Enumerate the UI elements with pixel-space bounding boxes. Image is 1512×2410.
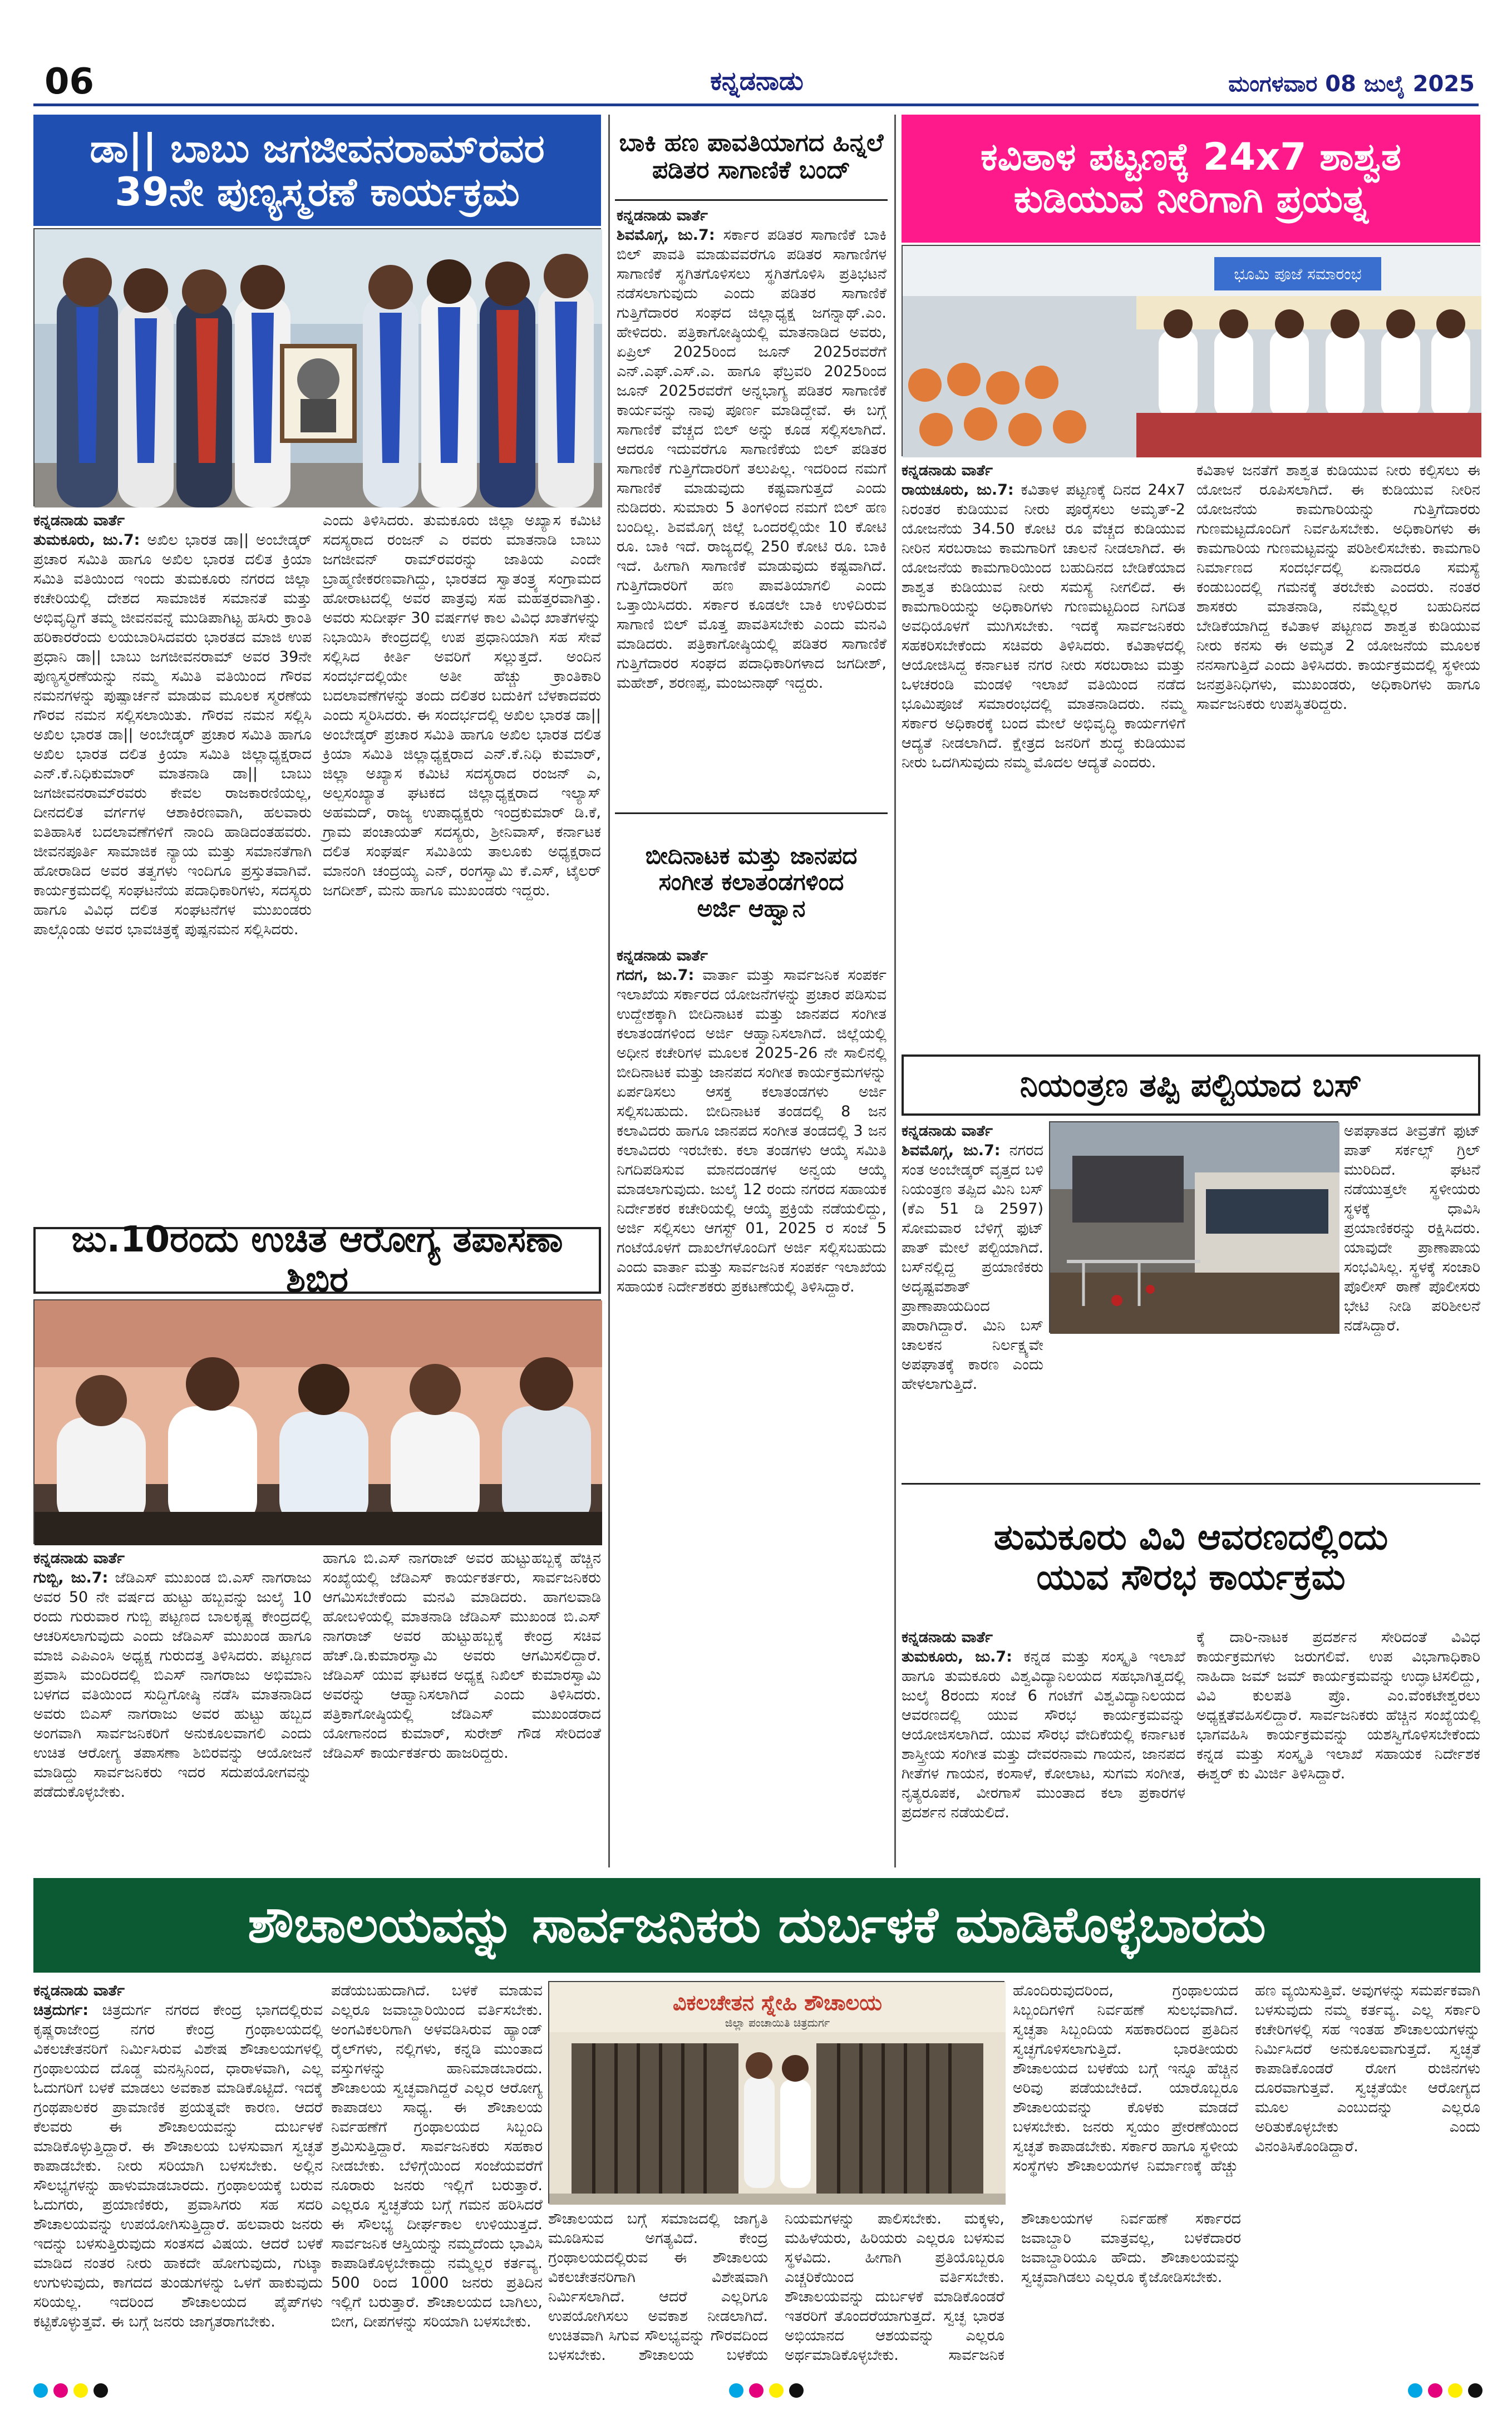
- beedi-headline-line2: ಸಂಗೀತ ಕಲಾತಂಡಗಳಿಂದ: [658, 868, 844, 896]
- bakihana-headline-line2: ಪಡಿತರ ಸಾಗಾಣಿಕೆ ಬಂದ್: [652, 156, 851, 184]
- bus-headline: ನಿಯಂತ್ರಣ ತಪ್ಪಿ ಪಲ್ಟಿಯಾದ ಬಸ್: [902, 1054, 1480, 1116]
- tumakuru-headline: [902, 1494, 1480, 1622]
- column-rule-2: [894, 115, 896, 1867]
- beedi-headline-line1: ಬೀದಿನಾಟಕ ಮತ್ತು ಜಾನಪದ: [645, 842, 858, 870]
- page-number: 06: [45, 61, 95, 102]
- issue-date: ಮಂಗಳವಾರ 08 ಜುಲೈ 2025: [1228, 71, 1475, 97]
- shouchalaya-body-col1: [33, 1981, 323, 2365]
- kavithala-dateline: ರಾಯಚೂರು, ಜು.7:: [902, 481, 1014, 499]
- magenta-dot: [1428, 2383, 1442, 2398]
- beedi-top-rule: [615, 812, 888, 814]
- shouchalaya-headline: ಶೌಚಾಲಯವನ್ನು ಸಾರ್ವಜನಿಕರು ದುರ್ಬಳಕೆ ಮಾಡಿಕೊಳ್ಳಬಾರದು: [33, 1878, 1480, 1973]
- arogya-body-text: ಜೆಡಿಎಸ್ ಮುಖಂಡ ಬಿ.ಎಸ್ ನಾಗರಾಜು ಅವರ 50 ನೇ ವರ್ಷದ ಹುಟ್ಟು ಹಬ್ಬವನ್ನು ಜುಲೈ 10 ರಂದು ಗುರುವಾರ ಗುಬ್ಬಿ ಪಟ್ಟಣದ ಬಾಲಕೃಷ್ಣ ಕೇಂದ್ರದಲ್ಲಿ ಆಚರಿಸಲಾಗುವುದು ಎಂದು ಜೆಡಿಎಸ್ ಮುಖಂಡ ಹಾಗೂ ಮಾಜಿ ಎಪಿಎಂಸಿ ಅಧ್ಯಕ್ಷ ಗುರುದತ್ತ ತಿಳಿಸಿದರು. ಪಟ್ಟಣದ ಪ್ರವಾಸಿ ಮಂದಿರದಲ್ಲಿ ಬಿಎಸ್ ನಾಗರಾಜು ಅಭಿಮಾನಿ ಬಳಗದ ವತಿಯಿಂದ ಸುದ್ದಿಗೋಷ್ಠಿ ನಡೆಸಿ ಮಾತನಾಡಿದ ಅವರು ಬಿಎಸ್ ನಾಗರಾಜು ಅವರ ಹುಟ್ಟು ಹಬ್ಬದ ಅಂಗವಾಗಿ ಸಾರ್ವಜನಿಕರಿಗೆ ಅನುಕೂಲವಾಗಲಿ ಎಂದು ಉಚಿತ ಆರೋಗ್ಯ ತಪಾಸಣಾ ಶಿಬಿರವನ್ನು ಆಯೋಜನೆ ಮಾಡಿದ್ದು ಸಾರ್ವಜನಿಕರು ಇದರ ಸದುಪಯೋಗವನ್ನು ಪಡೆದುಕೊಳ್ಳಬೇಕು.: [33, 1569, 312, 1801]
- shouchalaya-byline: ಕನ್ನಡನಾಡು ವಾರ್ತೆ: [33, 1982, 125, 1999]
- group-photo-illustration: [35, 229, 602, 507]
- babu-body-text: ಅಖಿಲ ಭಾರತ ಡಾ|| ಅಂಬೇಡ್ಕರ್ ಪ್ರಚಾರ ಸಮಿತಿ ಹಾಗೂ ಅಖಿಲ ಭಾರತ ದಲಿತ ಕ್ರಿಯಾ ಸಮಿತಿ ವತಿಯಿಂದ ಇಂದು ತುಮಕೂರು ನಗರದ ಜಿಲ್ಲಾ ಕಚೇರಿಯಲ್ಲಿ ದೇಶದ ಸಾಮಾಜಿಕ ಸಮಾನತೆ ಮತ್ತು ಅಭಿವೃದ್ಧಿಗೆ ತಮ್ಮ ಜೀವನವನ್ನೆ ಮುಡಿಪಾಗಿಟ್ಟ ಹಸಿರು ಕ್ರಾಂತಿ ಹರಿಕಾರರೆಂದು ಲಯಬಾರಿಸಿದವರು ಭಾರತದ ಮಾಜಿ ಉಪ ಪ್ರಧಾನಿ ಡಾ|| ಬಾಬು ಜಗಜೀವನರಾಮ್ ಅವರ 39ನೇ ಪುಣ್ಯಸ್ಮರಣೆಯನ್ನು ನಮ್ಮ ಸಮಿತಿ ವತಿಯಿಂದ ಗೌರವ ನಮನಗಳನ್ನು ಪುಷ್ಪಾರ್ಚನೆ ಮಾಡುವ ಮೂಲಕ ಸ್ಮರಣೆಯ ಗೌರವ ನಮನ ಸಲ್ಲಿಸಲಾಯಿತು. ಗೌರವ ನಮನ ಸಲ್ಲಿಸಿ ಅಖಿಲ ಭಾರತ ಡಾ|| ಅಂಬೇಡ್ಕರ್ ಪ್ರಚಾರ ಸಮಿತಿ ಹಾಗೂ ಅಖಿಲ ಭಾರತ ದಲಿತ ಕ್ರಿಯಾ ಸಮಿತಿ ಜಿಲ್ಲಾಧ್ಯಕ್ಷರಾದ ಎನ್.ಕೆ.ನಿಧಿಕುಮಾರ್ ಮಾತನಾಡಿ ಡಾ|| ಬಾಬು ಜಗಜೀವನರಾಮ್‌ರವರು ಕೇವಲ ರಾಜಕಾರಣಿಯಲ್ಲ, ದೀನದಲಿತ ವರ್ಗಗಳ ಆಶಾಕಿರಣವಾಗಿ, ಹಲವಾರು ಐತಿಹಾಸಿಕ ಬದಲಾವಣೆಗಳಿಗೆ ನಾಂದಿ ಹಾಡಿದಂತಹವರು. ಜೀವನಪೂರ್ತಿ ಸಾಮಾಜಿಕ ನ್ಯಾಯ ಮತ್ತು ಸಮಾನತೆಗಾಗಿ ಹೋರಾಡಿದ ಅವರ ತತ್ವಗಳು ಇಂದಿಗೂ ಪ್ರಸ್ತುತವಾಗಿವೆ. ಕಾರ್ಯಕ್ರಮದಲ್ಲಿ ಸಂಘಟನೆಯ ಪದಾಧಿಕಾರಿಗಳು, ಸದಸ್ಯರು ಹಾಗೂ ವಿವಿಧ ದಲಿತ ಸಂಘಟನೆಗಳ ಮುಖಂಡರು ಪಾಲ್ಗೊಂಡು ಅವರ ಭಾವಚಿತ್ರಕ್ಕೆ ಪುಷ್ಪನಮನ ಸಲ್ಲಿಸಿದರು.: [33, 531, 312, 938]
- bus-body-col2: ಅಪಘಾತದ ತೀವ್ರತೆಗೆ ಫುಟ್ ಪಾತ್ ಸರ್ಕಲ್ಸ್ ಗ್ರಿಲ್ ಮುರಿದಿದೆ. ಘಟನೆ ನಡೆಯುತ್ತಲೇ ಸ್ಥಳೀಯರು ಸ್ಥಳಕ್ಕೆ ಧಾವಿಸಿ ಪ್ರಯಾಣಿಕರನ್ನು ರಕ್ಷಿಸಿದರು. ಯಾವುದೇ ಪ್ರಾಣಾಪಾಯ ಸಂಭವಿಸಿಲ್ಲ. ಸ್ಥಳಕ್ಕೆ ಸಂಚಾರಿ ಪೊಲೀಸ್ ಠಾಣೆ ಪೊಲೀಸರು ಭೇಟಿ ನೀಡಿ ಪರಿಶೀಲನೆ ನಡೆಸಿದ್ದಾರೆ.: [1344, 1122, 1480, 1334]
- arogya-byline: ಕನ್ನಡನಾಡು ವಾರ್ತೆ: [33, 1550, 125, 1567]
- beedi-body: [617, 946, 886, 1864]
- tumakuru-top-rule: [902, 1483, 1480, 1485]
- kavithala-headline: [902, 115, 1480, 243]
- bakihana-body-text: ಸರ್ಕಾರ ಪಡಿತರ ಸಾಗಾಣಿಕೆ ಬಾಕಿ ಬಿಲ್ ಪಾವತಿ ಮಾಡುವವರೆಗೂ ಪಡಿತರ ಸಾಗಾಣಿಗಳ ಸಾಗಾಣಿಕೆ ಸ್ಥಗಿತಗೊಳಿಸಲು ಸ್ಥಗಿತಗೊಳಿಸಿ ಪ್ರತಿಭಟನೆ ನಡೆಸಲಾಗುವುದು ಎಂದು ಪಡಿತರ ಸಾಗಾಣಿಕೆ ಗುತ್ತಿಗೆದಾರರ ಸಂಘದ ಜಿಲ್ಲಾಧ್ಯಕ್ಷ ಜಗನ್ನಾಥ್.ಎಂ. ಹೇಳಿದರು. ಪತ್ರಿಕಾಗೋಷ್ಠಿಯಲ್ಲಿ ಮಾತನಾಡಿದ ಅವರು, ಏಪ್ರಿಲ್ 2025ರಿಂದ ಜೂನ್ 2025ರವರೆಗೆ ಎನ್.ಎಫ್.ಎಸ್.ಎ. ಹಾಗೂ ಫೆಬ್ರವರಿ 2025ರಿಂದ ಜೂನ್ 2025ರವರೆಗೆ ಅನ್ನಭಾಗ್ಯ ಪಡಿತರ ಸಾಗಾಣಿಕೆ ಕಾರ್ಯವನ್ನು ನಾವು ಪೂರ್ಣ ಮಾಡಿದ್ದೇವೆ. ಈ ಬಗ್ಗೆ ಸಾಗಾಣಿಕೆ ವೆಚ್ಚದ ಬಿಲ್ ಅನ್ನು ಕೂಡ ಸಲ್ಲಿಸಲಾಗಿದೆ. ಆದರೂ ಇದುವರೆಗೂ ಸಾಗಾಣಿಕೆಯ ಬಿಲ್ ಪಡಿತರ ಸಾಗಾಣಿಕೆ ಗುತ್ತಿಗೆದಾರರಿಗೆ ತಲುಪಿಲ್ಲ. ಇದರಿಂದ ನಮಗೆ ಸಾಗಾಣಿಕೆ ಮಾಡುವುದು ಕಷ್ಟವಾಗುತ್ತದೆ ಎಂದು ನುಡಿದರು. ಸುಮಾರು 5 ತಿಂಗಳಿಂದ ನಮಗೆ ಬಿಲ್ ಹಣ ಬಂದಿಲ್ಲ. ಶಿವಮೊಗ್ಗ ಜಿಲ್ಲೆ ಒಂದರಲ್ಲಿಯೇ 10 ಕೋಟಿ ರೂ. ಬಾಕಿ ಇದೆ. ರಾಜ್ಯದಲ್ಲಿ 250 ಕೋಟಿ ರೂ. ಬಾಕಿ ಇದೆ. ಹೀಗಾಗಿ ಸಾಗಾಣಿಕೆ ಮಾಡುವುದು ಕಷ್ಟವಾಗಿದೆ. ಗುತ್ತಿಗೆದಾರರಿಗೆ ಹಣ ಪಾವತಿಯಾಗಲಿ ಎಂದು ಒತ್ತಾಯಿಸಿದರು. ಸರ್ಕಾರ ಕೂಡಲೇ ಬಾಕಿ ಉಳಿದಿರುವ ಸಾಗಾಣಿ ಬಿಲ್ ಮೊತ್ತ ಪಾವತಿಸಬೇಕು ಎಂದು ಮನವಿ ಮಾಡಿದರು. ಪತ್ರಿಕಾಗೋಷ್ಠಿಯಲ್ಲಿ ಪಡಿತರ ಸಾಗಾಣಿಕೆ ಗುತ್ತಿಗೆದಾರರ ಸಂಘದ ಪದಾಧಿಕಾರಿಗಳಾದ ಜಗದೀಶ್, ಮಹೇಶ್, ಶರಣಪ್ಪ, ಮಂಜುನಾಥ್ ಇದ್ದರು.: [617, 226, 886, 692]
- yellow-dot: [769, 2383, 784, 2398]
- column-rule-1: [608, 115, 610, 1867]
- header-rule: [33, 104, 1479, 106]
- bakihana-dateline: ಶಿವಮೊಗ್ಗ, ಜು.7:: [617, 226, 715, 244]
- shouchalaya-body-col3: ಶೌಚಾಲಯದ ಬಗ್ಗೆ ಸಮಾಜದಲ್ಲಿ ಜಾಗೃತಿ ಮೂಡಿಸುವ ಅಗತ್ಯವಿದೆ. ಕೇಂದ್ರ ಗ್ರಂಥಾಲಯದಲ್ಲಿರುವ ಈ ಶೌಚಾಲಯ ವಿಕಲಚೇತನರಿಗಾಗಿ ವಿಶೇಷವಾಗಿ ನಿರ್ಮಿಸಲಾಗಿದೆ. ಆದರೆ ಎಲ್ಲರಿಗೂ ಉಪಯೋಗಿಸಲು ಅವಕಾಶ ನೀಡಲಾಗಿದೆ. ಉಚಿತವಾಗಿ ಸಿಗುವ ಸೌಲಭ್ಯವನ್ನು ಗೌರವದಿಂದ ಬಳಸಬೇಕು. ಶೌಚಾಲಯ ಬಳಕೆಯ ನಿಯಮಗಳನ್ನು ಪಾಲಿಸಬೇಕು. ಮಕ್ಕಳು, ಮಹಿಳೆಯರು, ಹಿರಿಯರು ಎಲ್ಲರೂ ಬಳಸುವ ಸ್ಥಳವಿದು. ಹೀಗಾಗಿ ಪ್ರತಿಯೊಬ್ಬರೂ ಎಚ್ಚರಿಕೆಯಿಂದ ವರ್ತಿಸಬೇಕು. ಶೌಚಾಲಯವನ್ನು ದುರ್ಬಳಕೆ ಮಾಡಿಕೊಂಡರೆ ಇತರರಿಗೆ ತೊಂದರೆಯಾಗುತ್ತದೆ. ಸ್ವಚ್ಛ ಭಾರತ ಅಭಿಯಾನದ ಆಶಯವನ್ನು ಎಲ್ಲರೂ ಅರ್ಥಮಾಡಿಕೊಳ್ಳಬೇಕು. ಸಾರ್ವಜನಿಕ ಶೌಚಾಲಯಗಳ ನಿರ್ವಹಣೆ ಸರ್ಕಾರದ ಜವಾಬ್ದಾರಿ ಮಾತ್ರವಲ್ಲ, ಬಳಕೆದಾರರ ಜವಾಬ್ದಾರಿಯೂ ಹೌದು. ಶೌಚಾಲಯವನ್ನು ಸ್ವಚ್ಛವಾಗಿಡಲು ಎಲ್ಲರೂ ಕೈಜೋಡಿಸಬೇಕು.: [548, 2210, 1241, 2364]
- arogya-body-col2: ಹಾಗೂ ಬಿ.ಎಸ್ ನಾಗರಾಜ್ ಅವರ ಹುಟ್ಟುಹಬ್ಬಕ್ಕೆ ಹೆಚ್ಚಿನ ಸಂಖ್ಯೆಯಲ್ಲಿ ಜೆಡಿಎಸ್ ಕಾರ್ಯಕರ್ತರು, ಸಾರ್ವಜನಿಕರು ಆಗಮಿಸಬೇಕೆಂದು ಮನವಿ ಮಾಡಿದರು. ಹಾಗಲವಾಡಿ ಹೋಬಳಿಯಲ್ಲಿ ಮಾತನಾಡಿ ಜೆಡಿಎಸ್ ಮುಖಂಡ ಬಿ.ಎಸ್ ನಾಗರಾಜ್ ಅವರ ಹುಟ್ಟುಹಬ್ಬಕ್ಕೆ ಕೇಂದ್ರ ಸಚಿವ ಹೆಚ್.ಡಿ.ಕುಮಾರಸ್ವಾಮಿ ಅವರು ಆಗಮಿಸಲಿದ್ದಾರೆ. ಜೆಡಿಎಸ್ ಯುವ ಘಟಕದ ಅಧ್ಯಕ್ಷ ನಿಖಿಲ್ ಕುಮಾರಸ್ವಾಮಿ ಅವರನ್ನು ಆಹ್ವಾನಿಸಲಾಗಿದೆ ಎಂದು ತಿಳಿಸಿದರು. ಪತ್ರಿಕಾಗೋಷ್ಠಿಯಲ್ಲಿ ಜೆಡಿಎಸ್ ಮುಖಂಡರಾದ ಯೋಗಾನಂದ ಕುಮಾರ್, ಸುರೇಶ್ ಗೌಡ ಸೇರಿದಂತೆ ಜೆಡಿಎಸ್ ಕಾರ್ಯಕರ್ತರು ಹಾಜರಿದ್ದರು.: [323, 1550, 601, 1762]
- arogya-photo: [33, 1299, 601, 1544]
- yellow-dot: [1448, 2383, 1462, 2398]
- toilet-sign-text: ವಿಕಲಚೇತನ ಸ್ನೇಹಿ ಶೌಚಾಲಯ: [673, 1990, 882, 2015]
- shouchalaya-dateline: ಚಿತ್ರದುರ್ಗ:: [33, 2002, 89, 2019]
- tumakuru-dateline: ತುಮಕೂರು, ಜು.7:: [902, 1648, 1012, 1665]
- toilet-building-illustration: [549, 1982, 1006, 2205]
- toilet-sign-subtext: ಜಿಲ್ಲಾ ಪಂಚಾಯಿತಿ ಚಿತ್ರದುರ್ಗ: [725, 2016, 830, 2029]
- black-dot: [789, 2383, 804, 2398]
- tumakuru-headline-line2: ಯುವ ಸೌರಭ ಕಾರ್ಯಕ್ರಮ: [1036, 1557, 1346, 1598]
- tumakuru-headline-line1: ತುಮಕೂರು ವಿವಿ ಆವರಣದಲ್ಲಿಂದು: [993, 1517, 1388, 1559]
- bus-photo: [1049, 1121, 1338, 1333]
- black-dot: [1468, 2383, 1483, 2398]
- bakihana-rule: [615, 199, 888, 201]
- bakihana-headline-line1: ಬಾಕಿ ಹಣ ಪಾವತಿಯಾಗದ ಹಿನ್ನಲೆ: [619, 128, 884, 157]
- beedi-dateline: ಗದಗ, ಜು.7:: [617, 967, 695, 984]
- arogya-body-col1: [33, 1549, 312, 1866]
- accident-photo-illustration: [1050, 1122, 1339, 1334]
- shouchalaya-body-col2: ಪಡೆಯಬಹುದಾಗಿದೆ. ಬಳಕೆ ಮಾಡುವ ಎಲ್ಲರೂ ಜವಾಬ್ದಾರಿಯಿಂದ ವರ್ತಿಸಬೇಕು. ಅಂಗವಿಕಲರಿಗಾಗಿ ಅಳವಡಿಸಿರುವ ಹ್ಯಾಂಡ್ ರೈಲ್‌ಗಳು, ನಲ್ಲಿಗಳು, ಕನ್ನಡಿ ಮುಂತಾದ ವಸ್ತುಗಳನ್ನು ಹಾನಿಮಾಡಬಾರದು. ಶೌಚಾಲಯ ಸ್ವಚ್ಛವಾಗಿದ್ದರೆ ಎಲ್ಲರ ಆರೋಗ್ಯ ಕಾಪಾಡಲು ಸಾಧ್ಯ. ಈ ಶೌಚಾಲಯ ನಿರ್ವಹಣೆಗೆ ಗ್ರಂಥಾಲಯದ ಸಿಬ್ಬಂದಿ ಶ್ರಮಿಸುತ್ತಿದ್ದಾರೆ. ಸಾರ್ವಜನಿಕರು ಸಹಕಾರ ನೀಡಬೇಕು. ಬೆಳಿಗ್ಗೆಯಿಂದ ಸಂಜೆಯವರೆಗೆ ನೂರಾರು ಜನರು ಇಲ್ಲಿಗೆ ಬರುತ್ತಾರೆ. ಎಲ್ಲರೂ ಸ್ವಚ್ಛತೆಯ ಬಗ್ಗೆ ಗಮನ ಹರಿಸಿದರೆ ಈ ಸೌಲಭ್ಯ ದೀರ್ಘಕಾಲ ಉಳಿಯುತ್ತದೆ. ಸಾರ್ವಜನಿಕ ಆಸ್ತಿಯನ್ನು ನಮ್ಮದೆಂದು ಭಾವಿಸಿ ಕಾಪಾಡಿಕೊಳ್ಳಬೇಕಾದ್ದು ನಮ್ಮೆಲ್ಲರ ಕರ್ತವ್ಯ. 500 ರಿಂದ 1000 ಜನರು ಪ್ರತಿದಿನ ಇಲ್ಲಿಗೆ ಬರುತ್ತಾರೆ. ಶೌಚಾಲಯದ ಬಾಗಿಲು, ಬೀಗ, ದೀಪಗಳನ್ನು ಸರಿಯಾಗಿ ಬಳಸಬೇಕು.: [331, 1982, 543, 2330]
- cyan-dot: [33, 2383, 48, 2398]
- tumakuru-body-col2: ಕ್ಕೆ ದಾರಿ-ನಾಟಕ ಪ್ರದರ್ಶನ ಸೇರಿದಂತೆ ವಿವಿಧ ಕಾರ್ಯಕ್ರಮಗಳು ಜರುಗಲಿವೆ. ಉಪ ವಿಭಾಗಾಧಿಕಾರಿ ನಾಹಿದಾ ಜಮ್ ಜಮ್ ಕಾರ್ಯಕ್ರಮವನ್ನು ಉದ್ಘಾಟಿಸಲಿದ್ದು, ವಿವಿ ಕುಲಪತಿ ಪ್ರೊ. ಎಂ.ವೆಂಕಟೇಶ್ವರಲು ಅಧ್ಯಕ್ಷತೆವಹಿಸಲಿದ್ದಾರೆ. ಸಾರ್ವಜನಿಕರು ಹೆಚ್ಚಿನ ಸಂಖ್ಯೆಯಲ್ಲಿ ಭಾಗವಹಿಸಿ ಕಾರ್ಯಕ್ರಮವನ್ನು ಯಶಸ್ವಿಗೊಳಿಸಬೇಕೆಂದು ಕನ್ನಡ ಮತ್ತು ಸಂಸ್ಕೃತಿ ಇಲಾಖೆ ಸಹಾಯಕ ನಿರ್ದೇಶಕ ಈಶ್ವರ್ ಕು ಮಿರ್ಜಿ ತಿಳಿಸಿದ್ದಾರೆ.: [1196, 1629, 1480, 1782]
- babu-body-col1: [33, 511, 312, 1218]
- beedi-headline: [615, 824, 888, 940]
- cyan-dot: [729, 2383, 743, 2398]
- babu-headline-line2: 39ನೇ ಪುಣ್ಯಸ್ಮರಣೆ ಕಾರ್ಯಕ್ರಮ: [115, 169, 520, 215]
- ceremony-photo-illustration: [903, 246, 1481, 457]
- black-dot: [93, 2383, 108, 2398]
- bus-body-text: ನಗರದ ಸಂತ ಅಂಬೇಡ್ಕರ್ ವೃತ್ತದ ಬಳಿ ನಿಯಂತ್ರಣ ತಪ್ಪಿದ ಮಿನಿ ಬಸ್ (ಕೆಎ 51 ಡಿ 2597) ಸೋಮವಾರ ಬೆಳಿಗ್ಗೆ ಫುಟ್ ಪಾತ್ ಮೇಲೆ ಪಲ್ಟಿಯಾಗಿದೆ. ಬಸ್‌ನಲ್ಲಿದ್ದ ಪ್ರಯಾಣಿಕರು ಅದೃಷ್ಟವಶಾತ್ ಪ್ರಾಣಾಪಾಯದಿಂದ ಪಾರಾಗಿದ್ದಾರೆ. ಮಿನಿ ಬಸ್ ಚಾಲಕನ ನಿರ್ಲಕ್ಷ್ಯವೇ ಅಪಘಾತಕ್ಕೆ ಕಾರಣ ಎಂದು ಹೇಳಲಾಗುತ್ತಿದೆ.: [902, 1142, 1043, 1393]
- shouchalaya-body-text: ಚಿತ್ರದುರ್ಗ ನಗರದ ಕೇಂದ್ರ ಭಾಗದಲ್ಲಿರುವ ಕೃಷ್ಣರಾಜೇಂದ್ರ ನಗರ ಕೇಂದ್ರ ಗ್ರಂಥಾಲಯದಲ್ಲಿ ವಿಕಲಚೇತನರಿಗೆ ನಿರ್ಮಿಸಿರುವ ವಿಶೇಷ ಶೌಚಾಲಯಗಳಲ್ಲಿ ಗ್ರಂಥಾಲಯದ ದೊಡ್ಡ ಮನಸ್ಸಿನಿಂದ, ಧಾರಾಳವಾಗಿ, ಎಲ್ಲ ಓದುಗರಿಗೆ ಬಳಕೆ ಮಾಡಲು ಅವಕಾಶ ಮಾಡಿಕೊಟ್ಟಿದೆ. ಇದಕ್ಕೆ ಗ್ರಂಥಪಾಲಕರ ಪ್ರಾಮಾಣಿಕ ಪ್ರಯತ್ನವೇ ಕಾರಣ. ಆದರೆ ಕೆಲವರು ಈ ಶೌಚಾಲಯವನ್ನು ದುರ್ಬಳಕೆ ಮಾಡಿಕೊಳ್ಳುತ್ತಿದ್ದಾರೆ. ಈ ಶೌಚಾಲಯ ಬಳಸುವಾಗ ಸ್ವಚ್ಛತೆ ಕಾಪಾಡಬೇಕು. ನೀರು ಸರಿಯಾಗಿ ಬಳಸಬೇಕು. ಅಲ್ಲಿನ ಸೌಲಭ್ಯಗಳನ್ನು ಹಾಳುಮಾಡಬಾರದು. ಗ್ರಂಥಾಲಯಕ್ಕೆ ಬರುವ ಓದುಗರು, ಪ್ರಯಾಣಿಕರು, ಪ್ರವಾಸಿಗರು ಸಹ ಸದರಿ ಶೌಚಾಲಯವನ್ನು ಉಪಯೋಗಿಸುತ್ತಿದ್ದಾರೆ. ಹಲವಾರು ಜನರು ಇದನ್ನು ಬಳಸುತ್ತಿರುವುದು ಸಂತಸದ ವಿಷಯ. ಆದರೆ ಬಳಕೆ ಮಾಡಿದ ನಂತರ ನೀರು ಹಾಕದೇ ಹೋಗುವುದು, ಗುಟ್ಕಾ ಉಗುಳುವುದು, ಕಾಗದದ ತುಂಡುಗಳನ್ನು ಒಳಗೆ ಹಾಕುವುದು ಸರಿಯಲ್ಲ. ಇದರಿಂದ ಶೌಚಾಲಯದ ಪೈಪ್‌ಗಳು ಕಟ್ಟಿಕೊಳ್ಳುತ್ತವೆ. ಈ ಬಗ್ಗೆ ಜನರು ಜಾಗೃತರಾಗಬೇಕು.: [33, 2002, 323, 2330]
- masthead: ಕನ್ನಡನಾಡು: [710, 66, 804, 96]
- shouchalaya-photo: [548, 1981, 1004, 2204]
- kavithala-body-col1: [902, 461, 1185, 1045]
- babu-photo: [33, 228, 601, 506]
- kavithala-body-col2: ಕವಿತಾಳ ಜನತೆಗೆ ಶಾಶ್ವತ ಕುಡಿಯುವ ನೀರು ಕಲ್ಪಿಸಲು ಈ ಯೋಜನೆ ರೂಪಿಸಲಾಗಿದೆ. ಈ ಕುಡಿಯುವ ನೀರಿನ ಯೋಜನೆಯ ಕಾಮಗಾರಿಯನ್ನು ಗುತ್ತಿಗೆದಾರರು ಗುಣಮಟ್ಟದೊಂದಿಗೆ ನಿರ್ವಹಿಸಬೇಕು. ಅಧಿಕಾರಿಗಳು ಈ ಕಾಮಗಾರಿಯ ಗುಣಮಟ್ಟವನ್ನು ಪರಿಶೀಲಿಸಬೇಕು. ಕಾಮಗಾರಿ ನಿರ್ಮಾಣದ ಸಂದರ್ಭದಲ್ಲಿ ಏನಾದರೂ ಸಮಸ್ಯೆ ಕಂಡುಬಂದಲ್ಲಿ ಗಮನಕ್ಕೆ ತರಬೇಕು ಎಂದರು. ನಂತರ ಶಾಸಕರು ಮಾತನಾಡಿ, ನಮ್ಮೆಲ್ಲರ ಬಹುದಿನದ ಬೇಡಿಕೆಯಾಗಿದ್ದ ಕವಿತಾಳ ಪಟ್ಟಣದ ಶಾಶ್ವತ ಕುಡಿಯುವ ನೀರು ಕನಸು ಈ ಅಮೃತ 2 ಯೋಜನೆಯ ಮೂಲಕ ನನಸಾಗುತ್ತಿದೆ ಎಂದು ತಿಳಿಸಿದರು. ಕಾರ್ಯಕ್ರಮದಲ್ಲಿ ಸ್ಥಳೀಯ ಜನಪ್ರತಿನಿಧಿಗಳು, ಮುಖಂಡರು, ಅಧಿಕಾರಿಗಳು ಹಾಗೂ ಸಾರ್ವಜನಿಕರು ಉಪಸ್ಥಿತರಿದ್ದರು.: [1196, 462, 1480, 713]
- arogya-headline: ಜು.10ರಂದು ಉಚಿತ ಆರೋಗ್ಯ ತಪಾಸಣಾ ಶಿಬಿರ: [33, 1227, 601, 1294]
- beedi-body-text: ವಾರ್ತಾ ಮತ್ತು ಸಾರ್ವಜನಿಕ ಸಂಪರ್ಕ ಇಲಾಖೆಯ ಸರ್ಕಾರದ ಯೋಜನೆಗಳನ್ನು ಪ್ರಚಾರ ಪಡಿಸುವ ಉದ್ದೇಶಕ್ಕಾಗಿ ಬೀದಿನಾಟಕ ಮತ್ತು ಜಾನಪದ ಸಂಗೀತ ಕಲಾತಂಡಗಳಿಂದ ಅರ್ಜಿ ಆಹ್ವಾನಿಸಲಾಗಿದೆ. ಜಿಲ್ಲೆಯಲ್ಲಿ ಅಧೀನ ಕಚೇರಿಗಳ ಮೂಲಕ 2025-26 ನೇ ಸಾಲಿನಲ್ಲಿ ಬೀದಿನಾಟಕ ಮತ್ತು ಜಾನಪದ ಸಂಗೀತ ಕಾರ್ಯಕ್ರಮಗಳನ್ನು ಏರ್ಪಡಿಸಲು ಆಸಕ್ತ ಕಲಾತಂಡಗಳು ಅರ್ಜಿ ಸಲ್ಲಿಸಬಹುದು. ಬೀದಿನಾಟಕ ತಂಡದಲ್ಲಿ 8 ಜನ ಕಲಾವಿದರು ಹಾಗೂ ಜಾನಪದ ಸಂಗೀತ ತಂಡದಲ್ಲಿ 3 ಜನ ಕಲಾವಿದರು ಇರಬೇಕು. ಕಲಾ ತಂಡಗಳು ಆಯ್ಕೆ ಸಮಿತಿ ನಿಗದಿಪಡಿಸುವ ಮಾನದಂಡಗಳ ಅನ್ವಯ ಆಯ್ಕೆ ಮಾಡಲಾಗುವುದು. ಜುಲೈ 12 ರಂದು ನಗರದ ಸಹಾಯಕ ನಿರ್ದೇಶಕರ ಕಚೇರಿಯಲ್ಲಿ ಆಯ್ಕೆ ಪ್ರಕ್ರಿಯೆ ನಡೆಯಲಿದ್ದು, ಅರ್ಜಿ ಸಲ್ಲಿಸಲು ಆಗಸ್ಟ್ 01, 2025 ರ ಸಂಜೆ 5 ಗಂಟೆಯೊಳಗೆ ದಾಖಲೆಗಳೊಂದಿಗೆ ಅರ್ಜಿ ಸಲ್ಲಿಸಬಹುದು ಎಂದು ವಾರ್ತಾ ಮತ್ತು ಸಾರ್ವಜನಿಕ ಸಂಪರ್ಕ ಇಲಾಖೆಯ ಸಹಾಯಕ ನಿರ್ದೇಶಕರು ಪ್ರಕಟಣೆಯಲ್ಲಿ ತಿಳಿಸಿದ್ದಾರೆ.: [617, 967, 886, 1295]
- babu-headline-line1: ಡಾ|| ಬಾಬು ಜಗಜೀವನರಾಮ್‌ರವರ: [90, 125, 545, 171]
- cmyk-registration-dots-center: [729, 2383, 804, 2398]
- kavithala-headline-line1: ಕವಿತಾಳ ಪಟ್ಟಣಕ್ಕೆ 24x7 ಶಾಶ್ವತ: [981, 135, 1401, 179]
- kavithala-body-text: ಕವಿತಾಳ ಪಟ್ಟಣಕ್ಕೆ ದಿನದ 24x7 ನಿರಂತರ ಕುಡಿಯುವ ನೀರು ಪೂರೈಸಲು ಅಮೃತ್-2 ಯೋಜನೆಯ 34.50 ಕೋಟಿ ರೂ ವೆಚ್ಚದ ಕುಡಿಯುವ ನೀರಿನ ಸರಬರಾಜು ಕಾಮಗಾರಿಗೆ ಚಾಲನೆ ನೀಡಲಾಗಿದೆ. ಈ ಯೋಜನೆಯ ಕಾಮಗಾರಿಯಿಂದ ಬಹುದಿನದ ಬೇಡಿಕೆಯಾದ ಶಾಶ್ವತ ಕುಡಿಯುವ ನೀರು ಸಮಸ್ಯೆ ನೀಗಲಿದೆ. ಈ ಕಾಮಗಾರಿಯನ್ನು ಅಧಿಕಾರಿಗಳು ಗುಣಮಟ್ಟದಿಂದ ನಿಗದಿತ ಅವಧಿಯೊಳಗೆ ಮುಗಿಸಬೇಕು. ಇದಕ್ಕೆ ಸಾರ್ವಜನಿಕರು ಸಹಕರಿಸಬೇಕೆಂದು ಸಚಿವರು ತಿಳಿಸಿದರು. ಕವಿತಾಳದಲ್ಲಿ ಆಯೋಜಿಸಿದ್ದ ಕರ್ನಾಟಕ ನಗರ ನೀರು ಸರಬರಾಜು ಮತ್ತು ಒಳಚರಂಡಿ ಮಂಡಳಿ ಇಲಾಖೆ ವತಿಯಿಂದ ನಡೆದ ಭೂಮಿಪೂಜೆ ಸಮಾರಂಭದಲ್ಲಿ ಮಾತನಾಡಿದರು. ನಮ್ಮ ಸರ್ಕಾರ ಅಧಿಕಾರಕ್ಕೆ ಬಂದ ಮೇಲೆ ಅಭಿವೃದ್ಧಿ ಕಾರ್ಯಗಳಿಗೆ ಆದ್ಯತೆ ನೀಡಲಾಗಿದೆ. ಕ್ಷೇತ್ರದ ಜನರಿಗೆ ಶುದ್ಧ ಕುಡಿಯುವ ನೀರು ಒದಗಿಸುವುದು ನಮ್ಮ ಮೊದಲ ಆದ್ಯತೆ ಎಂದರು.: [902, 481, 1185, 771]
- babu-body-col2: ಎಂದು ತಿಳಿಸಿದರು. ತುಮಕೂರು ಜಿಲ್ಲಾ ಅಖ್ಯಾಸ ಕಮಿಟಿ ಸದಸ್ಯರಾದ ರಂಜನ್ ಎ ರವರು ಮಾತನಾಡಿ ಬಾಬು ಜಗಜೀವನ್ ರಾಮ್‌ರವರನ್ನು ಜಾತಿಯ ಎಂದೇ ಬ್ರಾಹ್ಮಣೀಕರಣವಾಗಿದ್ದು, ಭಾರತದ ಸ್ವಾತಂತ್ರ್ಯ ಸಂಗ್ರಾಮದ ಹೋರಾಟದಲ್ಲಿ ಅವರ ಪಾತ್ರವು ಸಹ ಮಹತ್ತರವಾಗಿತ್ತು. ಅವರು ಸುದೀರ್ಘ 30 ವರ್ಷಗಳ ಕಾಲ ವಿವಿಧ ಖಾತೆಗಳನ್ನು ನಿಭಾಯಿಸಿ ಕೇಂದ್ರದಲ್ಲಿ ಉಪ ಪ್ರಧಾನಿಯಾಗಿ ಸಹ ಸೇವೆ ಸಲ್ಲಿಸಿದ ಕೀರ್ತಿ ಅವರಿಗೆ ಸಲ್ಲುತ್ತದೆ. ಅಂದಿನ ಸಂದರ್ಭದಲ್ಲಿಯೇ ಅತೀ ಹೆಚ್ಚು ಕ್ರಾಂತಿಕಾರಿ ಬದಲಾವಣೆಗಳನ್ನು ತಂದು ದಲಿತರ ಬದುಕಿಗೆ ಬೆಳಕಾದವರು ಎಂದು ಸ್ಮರಿಸಿದರು. ಈ ಸಂದರ್ಭದಲ್ಲಿ ಅಖಿಲ ಭಾರತ ಡಾ|| ಅಂಬೇಡ್ಕರ್ ಪ್ರಚಾರ ಸಮಿತಿ ಹಾಗೂ ಅಖಿಲ ಭಾರತ ದಲಿತ ಕ್ರಿಯಾ ಸಮಿತಿ ಜಿಲ್ಲಾಧ್ಯಕ್ಷರಾದ ಎನ್.ಕೆ.ನಿಧಿ ಕುಮಾರ್, ಜಿಲ್ಲಾ ಅಖ್ಯಾಸ ಕಮಿಟಿ ಸದಸ್ಯರಾದ ರಂಜನ್ ಎ, ಅಲ್ಪಸಂಖ್ಯಾತ ಘಟಕದ ಜಿಲ್ಲಾಧ್ಯಕ್ಷರಾದ ಇಲ್ಯಾಸ್ ಅಹಮದ್, ರಾಜ್ಯ ಉಪಾಧ್ಯಕ್ಷರು ಇಂದ್ರಕುಮಾರ್ ಡಿ.ಕೆ, ಗ್ರಾಮ ಪಂಚಾಯತ್ ಸದಸ್ಯರು, ಶ್ರೀನಿವಾಸ್, ಕರ್ನಾಟಕ ದಲಿತ ಸಂಘರ್ಷ ಸಮಿತಿಯ ತಾಲೂಕು ಅಧ್ಯಕ್ಷರಾದ ಮಾನಂಗಿ ಚಂದ್ರಯ್ಯ ಎನ್, ರಂಗಸ್ವಾಮಿ ಕೆ.ಎಸ್, ಟೈಲರ್ ಜಗದೀಶ್, ಮನು ಹಾಗೂ ಮುಖಂಡರು ಇದ್ದರು.: [323, 512, 601, 899]
- beedi-headline-line3: ಅರ್ಜಿ ಆಹ್ವಾನ: [697, 894, 806, 922]
- kavithala-headline-line2: ಕುಡಿಯುವ ನೀರಿಗಾಗಿ ಪ್ರಯತ್ನ: [1013, 178, 1368, 221]
- yellow-dot: [73, 2383, 88, 2398]
- magenta-dot: [53, 2383, 68, 2398]
- babu-byline: ಕನ್ನಡನಾಡು ವಾರ್ತೆ: [33, 512, 125, 529]
- tumakuru-body-col1: [902, 1628, 1185, 1867]
- babu-headline: [33, 115, 601, 226]
- babu-dateline: ತುಮಕೂರು, ಜು.7:: [33, 531, 140, 549]
- cmyk-registration-dots: [33, 2383, 108, 2398]
- bakihana-body: [617, 206, 886, 807]
- bus-dateline: ಶಿವಮೊಗ್ಗ, ಜು.7:: [902, 1142, 1001, 1159]
- arogya-dateline: ಗುಬ್ಬಿ, ಜು.7:: [33, 1569, 109, 1586]
- bakihana-byline: ಕನ್ನಡನಾಡು ವಾರ್ತೆ: [617, 207, 708, 224]
- magenta-dot: [749, 2383, 764, 2398]
- kavithala-byline: ಕನ್ನಡನಾಡು ವಾರ್ತೆ: [902, 462, 993, 479]
- cmyk-registration-dots-right: [1408, 2383, 1483, 2398]
- meeting-photo-illustration: [35, 1300, 602, 1545]
- tumakuru-byline: ಕನ್ನಡನಾಡು ವಾರ್ತೆ: [902, 1629, 993, 1646]
- bus-body-col1: [902, 1121, 1043, 1477]
- beedi-byline: ಕನ್ನಡನಾಡು ವಾರ್ತೆ: [617, 947, 708, 964]
- bakihana-headline: [615, 115, 888, 198]
- cyan-dot: [1408, 2383, 1422, 2398]
- shouchalaya-body-col4: ಹೊಂದಿರುವುದರಿಂದ, ಗ್ರಂಥಾಲಯದ ಸಿಬ್ಬಂದಿಗಳಿಗೆ ನಿರ್ವಹಣೆ ಸುಲಭವಾಗಿದೆ. ಸ್ವಚ್ಛತಾ ಸಿಬ್ಬಂದಿಯ ಸಹಕಾರದಿಂದ ಪ್ರತಿದಿನ ಸ್ವಚ್ಛಗೊಳಿಸಲಾಗುತ್ತಿದೆ. ಭಾರತೀಯರು ಶೌಚಾಲಯದ ಬಳಕೆಯ ಬಗ್ಗೆ ಇನ್ನೂ ಹೆಚ್ಚಿನ ಅರಿವು ಪಡೆಯಬೇಕಿದೆ. ಯಾರೊಬ್ಬರೂ ಶೌಚಾಲಯವನ್ನು ಕೊಳಕು ಮಾಡದೆ ಬಳಸಬೇಕು. ಜನರು ಸ್ವಯಂ ಪ್ರೇರಣೆಯಿಂದ ಸ್ವಚ್ಛತೆ ಕಾಪಾಡಬೇಕು. ಸರ್ಕಾರ ಹಾಗೂ ಸ್ಥಳೀಯ ಸಂಸ್ಥೆಗಳು ಶೌಚಾಲಯಗಳ ನಿರ್ಮಾಣಕ್ಕೆ ಹೆಚ್ಚು ಹಣ ವ್ಯಯಿಸುತ್ತಿವೆ. ಅವುಗಳನ್ನು ಸಮರ್ಪಕವಾಗಿ ಬಳಸುವುದು ನಮ್ಮ ಕರ್ತವ್ಯ. ಎಲ್ಲ ಸರ್ಕಾರಿ ಕಚೇರಿಗಳಲ್ಲಿ ಸಹ ಇಂತಹ ಶೌಚಾಲಯಗಳನ್ನು ನಿರ್ಮಿಸಿದರೆ ಅನುಕೂಲವಾಗುತ್ತದೆ. ಸ್ವಚ್ಛತೆ ಕಾಪಾಡಿಕೊಂಡರೆ ರೋಗ ರುಜಿನಗಳು ದೂರವಾಗುತ್ತವೆ. ಸ್ವಚ್ಛತೆಯೇ ಆರೋಗ್ಯದ ಮೂಲ ಎಂಬುದನ್ನು ಎಲ್ಲರೂ ಅರಿತುಕೊಳ್ಳಬೇಕು ಎಂದು ವಿನಂತಿಸಿಕೊಂಡಿದ್ದಾರೆ.: [1013, 1982, 1480, 2175]
- bus-byline: ಕನ್ನಡನಾಡು ವಾರ್ತೆ: [902, 1122, 993, 1140]
- kavithala-photo: [902, 245, 1480, 456]
- kavithala-banner-text: ಭೂಮಿ ಪೂಜೆ ಸಮಾರಂಭ: [1234, 265, 1362, 283]
- tumakuru-body-text: ಕನ್ನಡ ಮತ್ತು ಸಂಸ್ಕೃತಿ ಇಲಾಖೆ ಹಾಗೂ ತುಮಕೂರು ವಿಶ್ವವಿದ್ಯಾನಿಲಯದ ಸಹಭಾಗಿತ್ವದಲ್ಲಿ ಜುಲೈ 8ರಂದು ಸಂಜೆ 6 ಗಂಟೆಗೆ ವಿಶ್ವವಿದ್ಯಾನಿಲಯದ ಆವರಣದಲ್ಲಿ ಯುವ ಸೌರಭ ಕಾರ್ಯಕ್ರಮವನ್ನು ಆಯೋಜಿಸಲಾಗಿದೆ. ಯುವ ಸೌರಭ ವೇದಿಕೆಯಲ್ಲಿ ಕರ್ನಾಟಕ ಶಾಸ್ತ್ರೀಯ ಸಂಗೀತ ಮತ್ತು ದೇವರನಾಮ ಗಾಯನ, ಜಾನಪದ ಗೀತೆಗಳ ಗಾಯನ, ಕಂಸಾಳೆ, ಕೋಲಾಟ, ಸುಗಮ ಸಂಗೀತ, ನೃತ್ಯರೂಪಕ, ವೀರಗಾಸೆ ಮುಂತಾದ ಕಲಾ ಪ್ರಕಾರಗಳ ಪ್ರದರ್ಶನ ನಡೆಯಲಿದೆ.: [902, 1648, 1186, 1821]
